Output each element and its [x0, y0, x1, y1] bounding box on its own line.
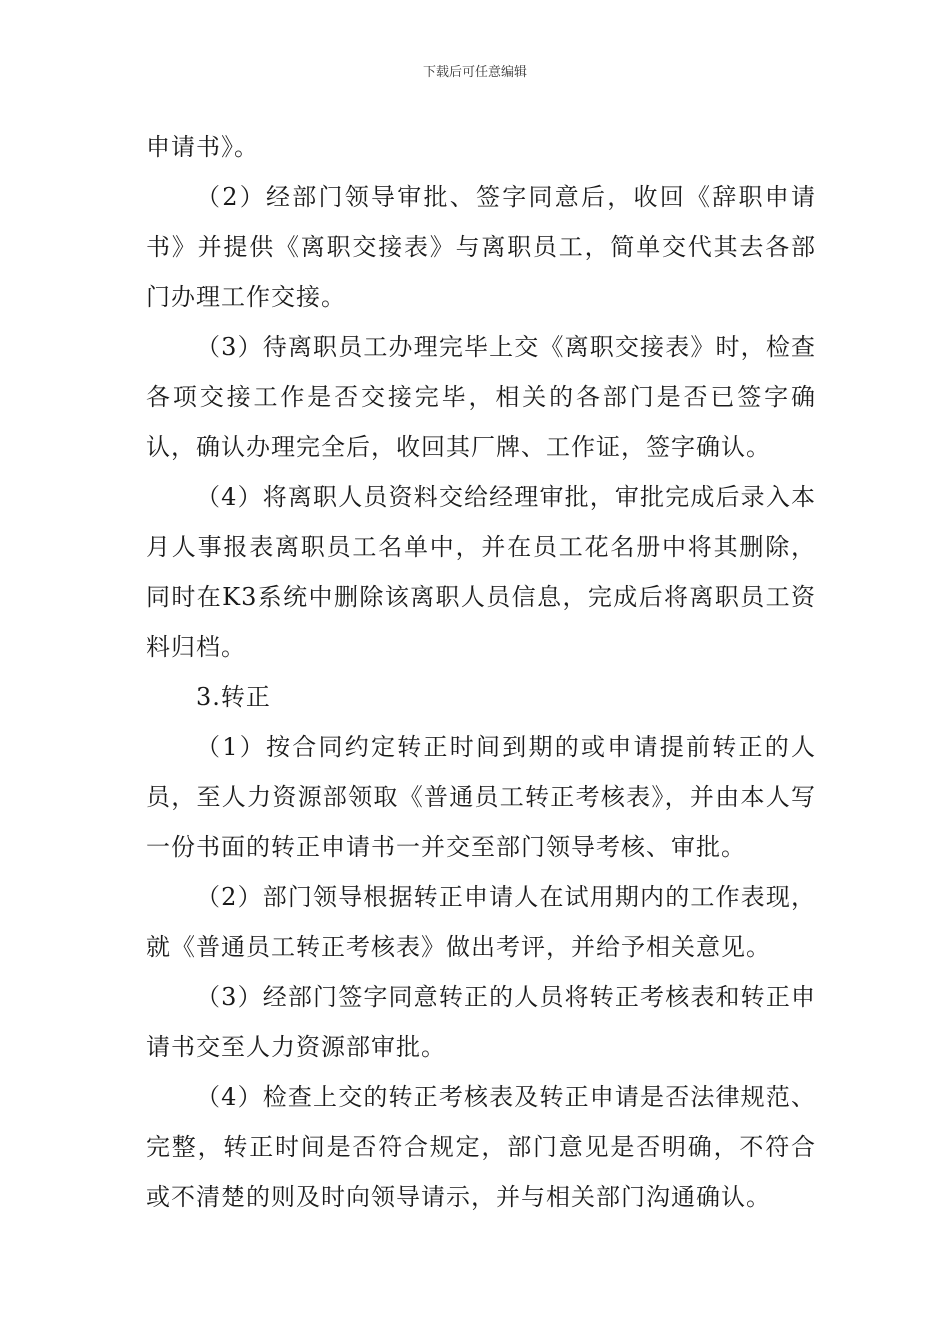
paragraph-resign-step-2: （2）经部门领导审批、签字同意后，收回《辞职申请书》并提供《离职交接表》与离职员工，简单交代其去各部门办理工作交接。 — [146, 183, 816, 311]
paragraph-regular-step-4: （4）检查上交的转正考核表及转正申请是否法律规范、完整，转正时间是否符合规定，部门意见是否明确，不符合或不清楚的则及时向领导请示，并与相关部门沟通确认。 — [146, 1083, 816, 1211]
paragraph-regular-step-2: （2）部门领导根据转正申请人在试用期内的工作表现，就《普通员工转正考核表》做出考评，并给予相关意见。 — [146, 883, 816, 961]
document-body — [146, 122, 816, 1222]
paragraph-resign-step-3: （3）待离职员工办理完毕上交《离职交接表》时，检查各项交接工作是否交接完毕，相关的各部门是否已签字确认，确认办理完全后，收回其厂牌、工作证，签字确认。 — [146, 333, 816, 461]
paragraph-regular-step-3: （3）经部门签字同意转正的人员将转正考核表和转正申请书交至人力资源部审批。 — [146, 983, 816, 1061]
paragraph-resign-step-4: （4）将离职人员资料交给经理审批，审批完成后录入本月人事报表离职员工名单中，并在员工花名册中将其删除，同时在K3系统中删除该离职人员信息，完成后将离职员工资料归档。 — [146, 483, 816, 661]
page-header: 下载后可任意编辑 — [422, 65, 527, 80]
paragraph-continuation: 申请书》。 — [146, 133, 259, 161]
paragraph-regular-step-1: （1）按合同约定转正时间到期的或申请提前转正的人员，至人力资源部领取《普通员工转正考核表》，并由本人写一份书面的转正申请书一并交至部门领导考核、审批。 — [146, 733, 816, 861]
section-heading-regularization: 3.转正 — [196, 683, 271, 711]
